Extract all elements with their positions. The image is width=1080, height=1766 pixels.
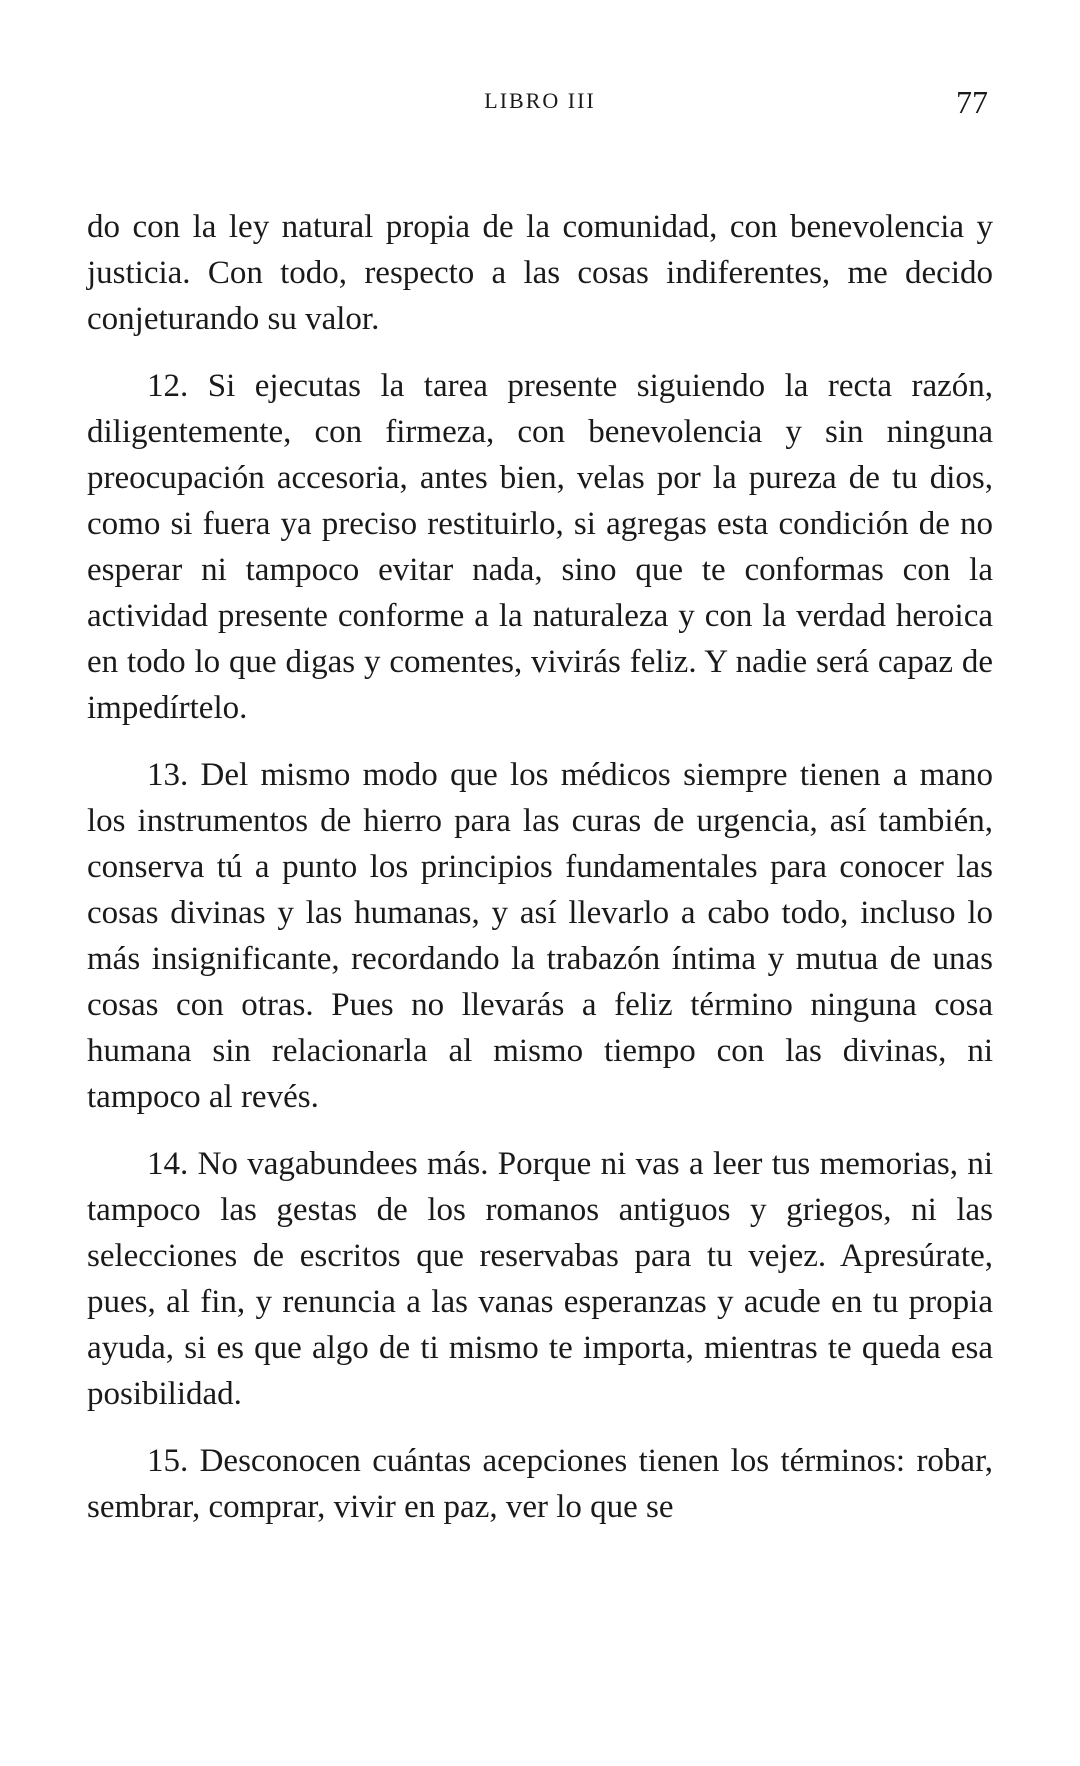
paragraph-12: 12. Si ejecutas la tarea presente siguiendo la recta razón, diligentemente, con firmeza, con benevolencia y sin ninguna preocupación accesoria, antes bien, velas por la pureza de tu dios, como si fuera ya preciso restituirlo, si agregas esta condición de no esperar ni tampoco evitar nada, sino que te conformas con la actividad presente conforme a la naturaleza y con la verdad heroica en todo lo que digas y comentes, vivirás feliz. Y nadie será capaz de impedírtelo.: [87, 368, 993, 726]
paragraph-14: 14. No vagabundees más. Porque ni vas a leer tus memorias, ni tampoco las gestas de los romanos antiguos y griegos, ni las selecciones de escritos que reservabas para tu vejez. Apresúrate, pues, al fin, y renuncia a las vanas esperanzas y acude en tu propia ayuda, si es que algo de ti mismo te importa, mientras te queda esa posibilidad.: [87, 1146, 993, 1412]
paragraph-15: 15. Desconocen cuántas acepciones tienen los términos: robar, sembrar, comprar, vivir en paz, ver lo que se: [87, 1443, 993, 1525]
body-text: [87, 204, 993, 1551]
running-title: LIBRO III: [484, 88, 596, 113]
paragraph-13: 13. Del mismo modo que los médicos siempre tienen a mano los instrumentos de hierro para las curas de urgencia, así también, conserva tú a punto los principios fundamentales para conocer las cosas divinas y las humanas, y así llevarlo a cabo todo, incluso lo más insignificante, recordando la trabazón íntima y mutua de unas cosas con otras. Pues no llevarás a feliz término ninguna cosa humana sin relacionarla al mismo tiempo con las divinas, ni tampoco al revés.: [87, 757, 993, 1115]
page-number: 77: [956, 84, 988, 120]
running-head: [0, 84, 1080, 124]
paragraph-continuation: do con la ley natural propia de la comunidad, con benevolencia y justicia. Con todo, respecto a las cosas indiferentes, me decido conjeturando su valor.: [87, 209, 993, 337]
